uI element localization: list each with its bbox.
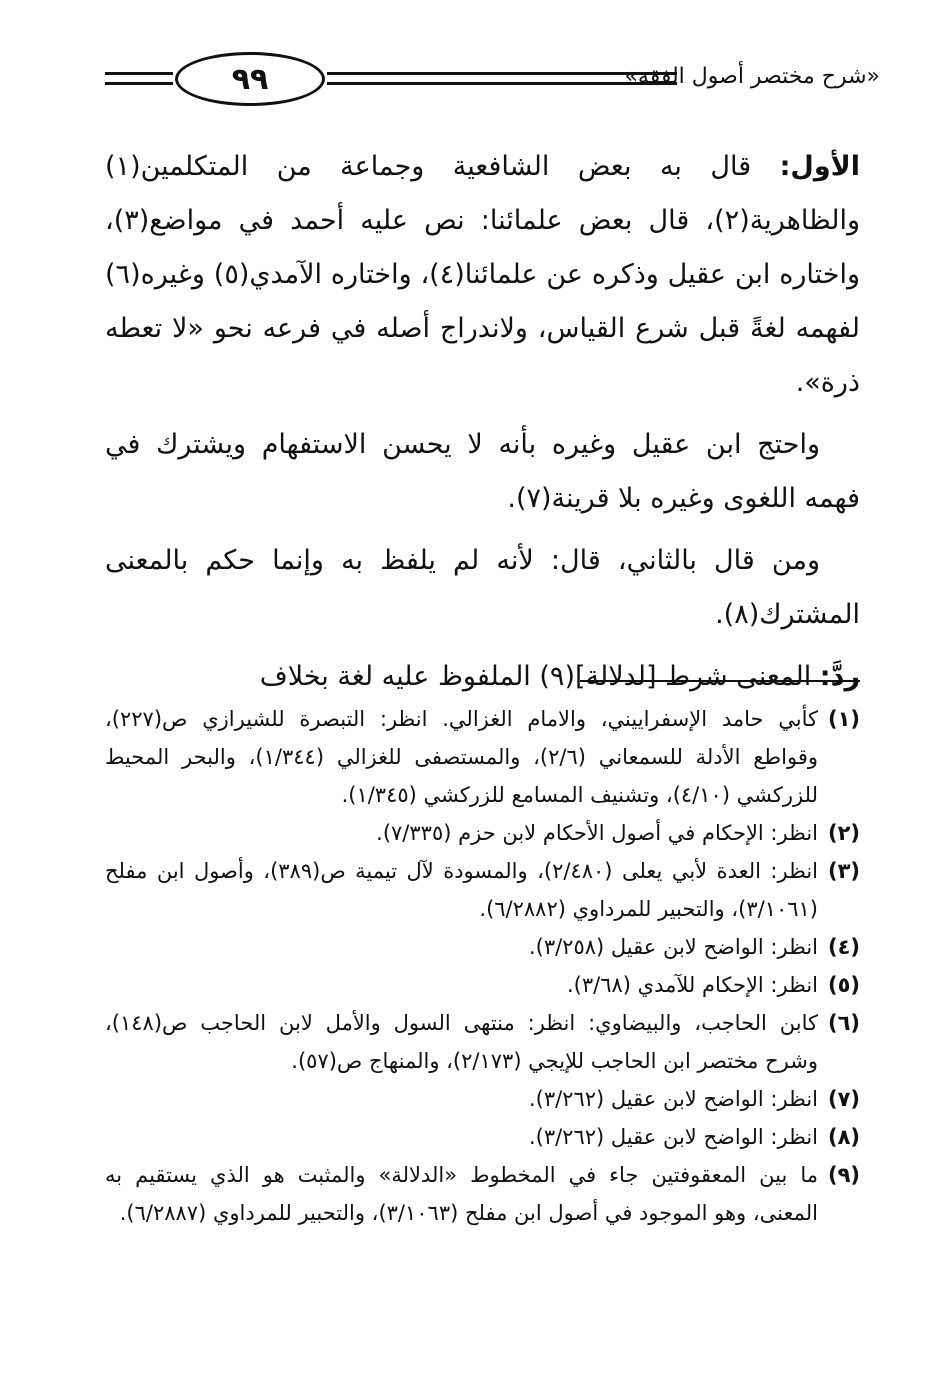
running-title: «شرح مختصر أصول الفقه» [624, 64, 880, 89]
footnote [105, 966, 860, 1004]
footnote-text: انظر: الإحكام في أصول الأحكام لابن حزم (٧/٣٣٥). [376, 821, 818, 845]
footnote-number: (٨) [827, 1125, 860, 1149]
paragraph [105, 140, 860, 410]
footnote-text: كابن الحاجب، والبيضاوي: انظر: منتهى السول والأمل لابن الحاجب ص(١٤٨)، وشرح مختصر ابن الحاجب للإيجي (٢/١٧٣)، والمنهاج ص(٥٧). [105, 1011, 818, 1073]
footnote-text: كأبي حامد الإسفراييني، والامام الغزالي. انظر: التبصرة للشيرازي ص(٢٢٧)، وقواطع الأدلة للسمعاني (٢/٦)، والمستصفى للغزالي (١/٣٤٤)، والبحر المحيط للزركشي (٤/١٠)، وتشنيف المسامع للزركشي (١/٣٤٥). [105, 707, 819, 807]
footnote-number: (٤) [827, 935, 860, 959]
footnote [105, 852, 860, 928]
paragraph-lead: ردَّ: [819, 661, 860, 692]
footnote-text: انظر: الواضح لابن عقيل (٣/٢٥٨). [528, 935, 818, 959]
footnote-text: انظر: العدة لأبي يعلى (٢/٤٨٠)، والمسودة لآل تيمية ص(٣٨٩)، وأصول ابن مفلح (٣/١٠٦١)، والتحبير للمرداوي (٦/٢٨٨٢). [105, 859, 819, 921]
paragraph [105, 534, 860, 642]
footnote-number: (٥) [827, 973, 860, 997]
footnote-divider [580, 680, 860, 682]
paragraph-text: واحتج ابن عقيل وغيره بأنه لا يحسن الاستفهام ويشترك في فهمه اللغوى وغيره بلا قرينة(٧). [105, 429, 860, 514]
main-text [105, 140, 860, 712]
footnote-text: انظر: الإحكام للآمدي (٣/٦٨). [566, 973, 818, 997]
footnote-number: (٧) [827, 1087, 860, 1111]
footnote-number: (١) [827, 707, 860, 731]
footnote [105, 1080, 860, 1118]
footnote [105, 1004, 860, 1080]
footnote-number: (٦) [827, 1011, 860, 1035]
footnote [105, 700, 860, 814]
footnote-number: (٩) [827, 1163, 860, 1187]
header-rule [105, 82, 173, 85]
paragraph-lead: الأول: [779, 151, 860, 182]
paragraph-text: قال به بعض الشافعية وجماعة من المتكلمين(١) والظاهرية(٢)، قال بعض علمائنا: نص عليه أحمد في مواضع(٣)، واختاره ابن عقيل وذكره عن علمائنا(٤)، واختاره الآمدي(٥) وغيره(٦) لفهمه لغةً قبل شرع القياس، ولاندراج أصله في فرعه نحو «لا تعطه ذرة». [105, 151, 861, 398]
footnote-number: (٣) [827, 859, 860, 883]
footnote [105, 1156, 860, 1232]
paragraph-text: ومن قال بالثاني، قال: لأنه لم يلفظ به وإنما حكم بالمعنى المشترك(٨). [105, 545, 860, 630]
footnote-text: ما بين المعقوفتين جاء في المخطوط «الدلالة» والمثبت هو الذي يستقيم به المعنى، وهو الموجود في أصول ابن مفلح (٣/١٠٦٣)، والتحبير للمرداوي (٦/٢٨٨٧). [105, 1163, 818, 1225]
footnote [105, 928, 860, 966]
footnotes [105, 700, 860, 1232]
page-header [105, 50, 880, 110]
page-number: ٩٩ [175, 52, 325, 106]
footnote-text: انظر: الواضح لابن عقيل (٣/٢٦٢). [528, 1087, 818, 1111]
footnote [105, 1118, 860, 1156]
footnote-text: انظر: الواضح لابن عقيل (٣/٢٦٢). [528, 1125, 818, 1149]
paragraph [105, 418, 860, 526]
header-rule [105, 72, 173, 75]
paragraph [105, 650, 860, 704]
footnote-number: (٢) [827, 821, 860, 845]
footnote [105, 814, 860, 852]
paragraph-text: المعنى شرط [لدلالة](٩) الملفوظ عليه لغة بخلاف [259, 661, 820, 692]
